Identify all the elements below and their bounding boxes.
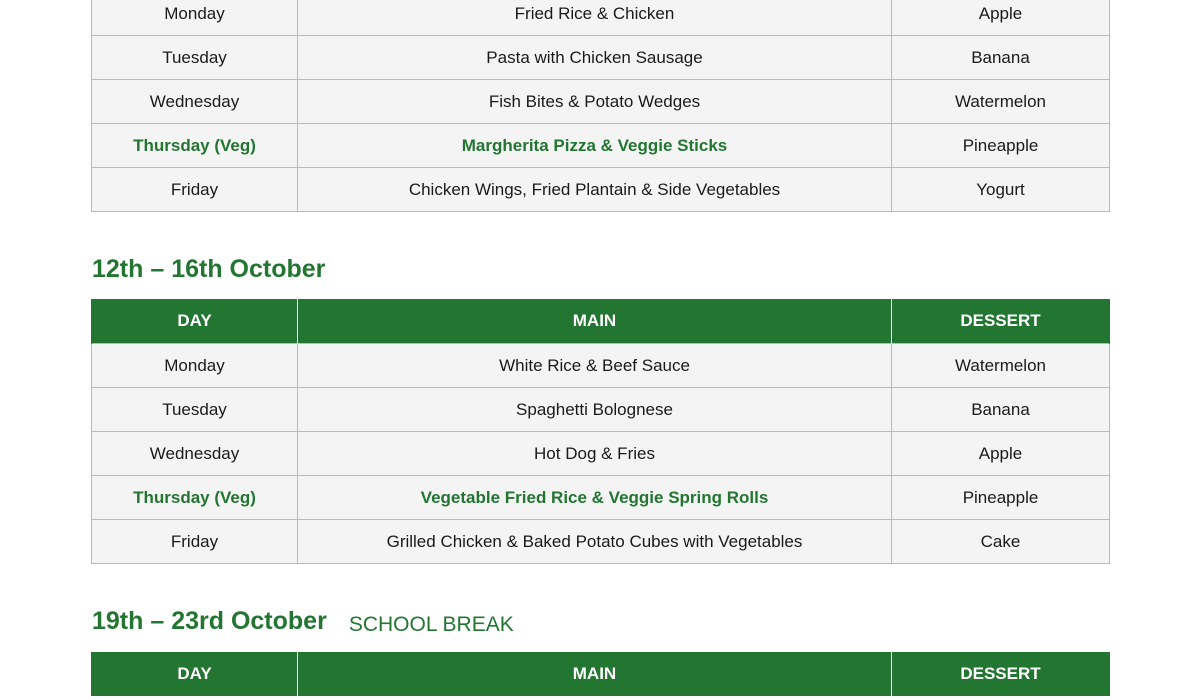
main-cell: Vegetable Fried Rice & Veggie Spring Rolls bbox=[298, 476, 892, 520]
main-cell: Hot Dog & Fries bbox=[298, 432, 892, 476]
day-cell: Thursday (Veg) bbox=[92, 476, 298, 520]
main-column-header: MAIN bbox=[298, 299, 892, 344]
dessert-cell: Pineapple bbox=[892, 124, 1110, 168]
day-cell: Monday bbox=[92, 344, 298, 388]
main-cell: Pasta with Chicken Sausage bbox=[298, 36, 892, 80]
table-header-row bbox=[92, 299, 1110, 344]
table-row-veg bbox=[92, 476, 1110, 520]
week3-heading-dates: 19th – 23rd October bbox=[92, 607, 327, 635]
table-row bbox=[92, 432, 1110, 476]
table-row bbox=[92, 168, 1110, 212]
day-cell: Tuesday bbox=[92, 36, 298, 80]
main-column-header: MAIN bbox=[298, 652, 892, 696]
school-break-note: SCHOOL BREAK bbox=[348, 613, 514, 636]
dessert-column-header: DESSERT bbox=[892, 652, 1110, 696]
main-cell: Fried Rice & Chicken bbox=[298, 0, 892, 36]
main-cell: Chicken Wings, Fried Plantain & Side Vegetables bbox=[298, 168, 892, 212]
table-row bbox=[92, 80, 1110, 124]
week3-menu-table bbox=[91, 652, 1110, 696]
day-cell: Tuesday bbox=[92, 388, 298, 432]
dessert-cell: Watermelon bbox=[892, 344, 1110, 388]
main-cell: Fish Bites & Potato Wedges bbox=[298, 80, 892, 124]
day-column-header: DAY bbox=[92, 299, 298, 344]
dessert-cell: Pineapple bbox=[892, 476, 1110, 520]
week1-menu-table bbox=[91, 0, 1110, 212]
table-row bbox=[92, 36, 1110, 80]
table-row-veg bbox=[92, 124, 1110, 168]
dessert-cell: Banana bbox=[892, 388, 1110, 432]
main-cell: White Rice & Beef Sauce bbox=[298, 344, 892, 388]
day-cell: Monday bbox=[92, 0, 298, 36]
main-cell: Grilled Chicken & Baked Potato Cubes with Vegetables bbox=[298, 520, 892, 564]
dessert-cell: Apple bbox=[892, 0, 1110, 36]
week2-menu-table bbox=[91, 299, 1110, 564]
dessert-cell: Watermelon bbox=[892, 80, 1110, 124]
main-cell: Spaghetti Bolognese bbox=[298, 388, 892, 432]
table-row bbox=[92, 520, 1110, 564]
day-cell: Wednesday bbox=[92, 80, 298, 124]
day-cell: Friday bbox=[92, 168, 298, 212]
dessert-cell: Cake bbox=[892, 520, 1110, 564]
table-row bbox=[92, 0, 1110, 36]
day-column-header: DAY bbox=[92, 652, 298, 696]
week2-heading: 12th – 16th October bbox=[92, 255, 326, 283]
day-cell: Wednesday bbox=[92, 432, 298, 476]
table-row bbox=[92, 388, 1110, 432]
table-row bbox=[92, 344, 1110, 388]
week3-heading bbox=[92, 607, 514, 636]
main-cell: Margherita Pizza & Veggie Sticks bbox=[298, 124, 892, 168]
dessert-cell: Banana bbox=[892, 36, 1110, 80]
table-header-row bbox=[92, 652, 1110, 696]
day-cell: Thursday (Veg) bbox=[92, 124, 298, 168]
dessert-cell: Apple bbox=[892, 432, 1110, 476]
dessert-column-header: DESSERT bbox=[892, 299, 1110, 344]
day-cell: Friday bbox=[92, 520, 298, 564]
dessert-cell: Yogurt bbox=[892, 168, 1110, 212]
